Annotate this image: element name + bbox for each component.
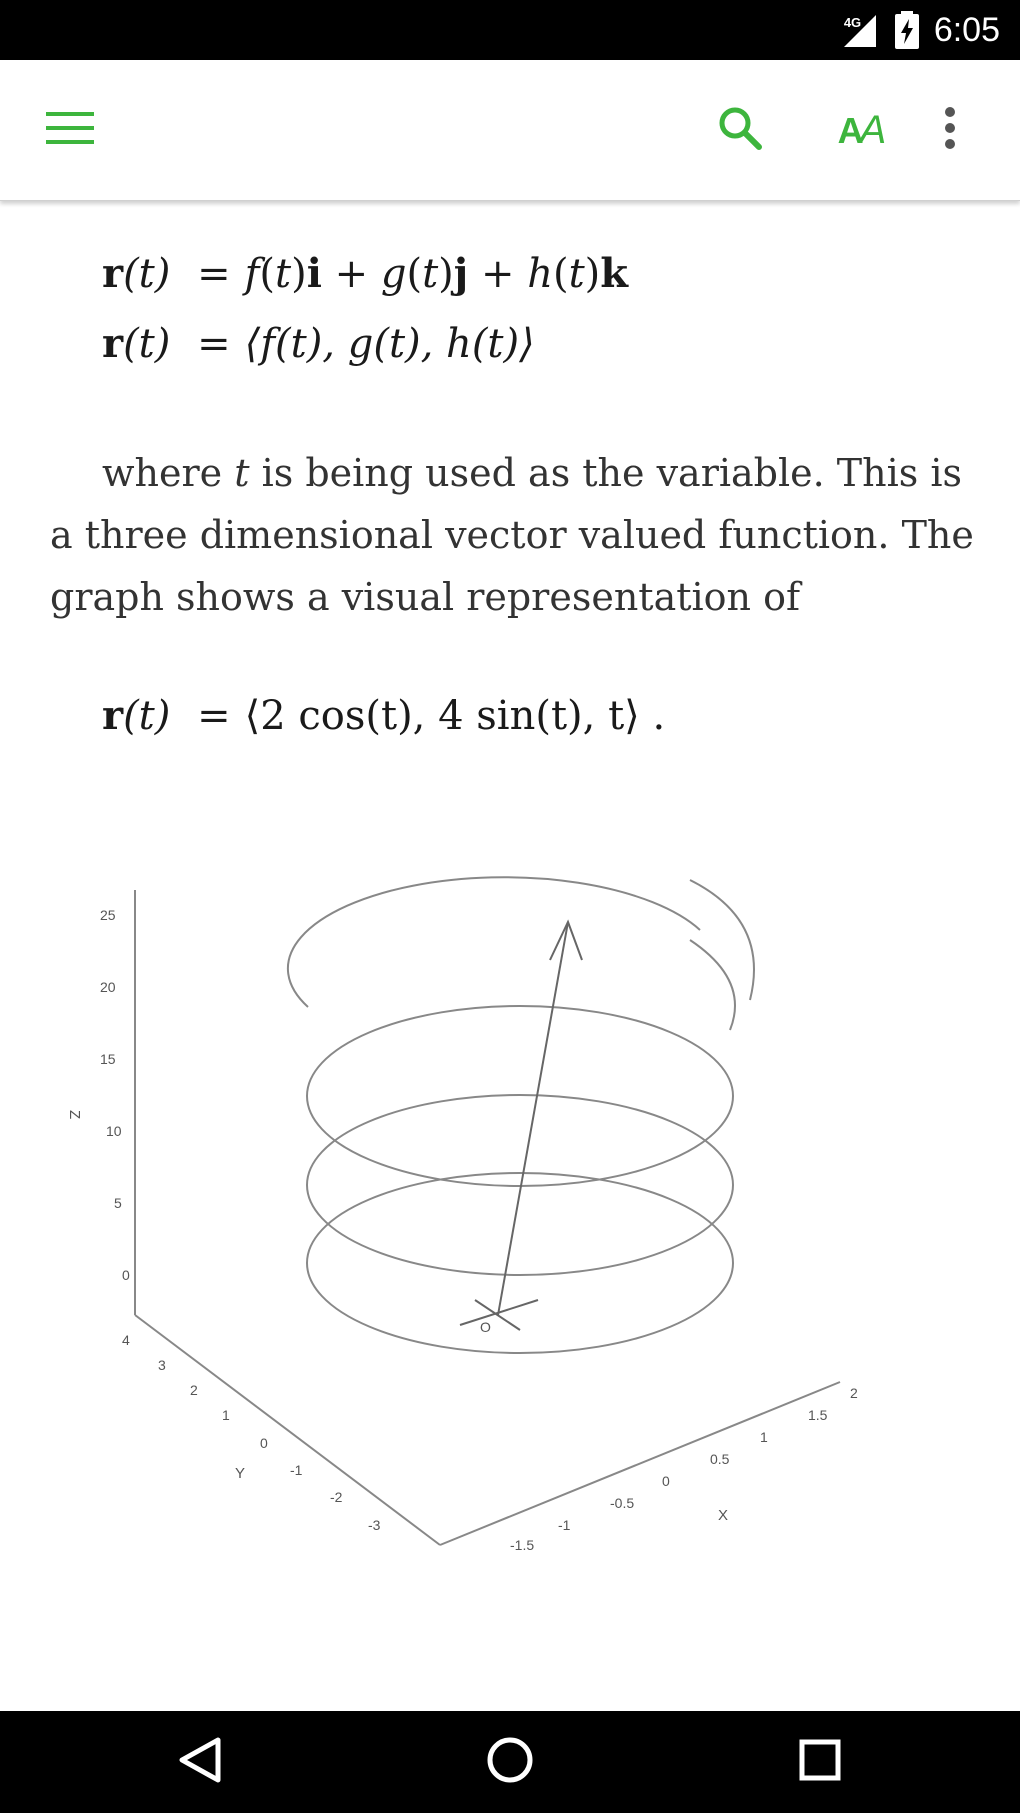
x-tick-labels [510, 1385, 858, 1553]
svg-text:1.5: 1.5 [808, 1407, 828, 1423]
status-icons [840, 0, 1000, 60]
svg-text:-3: -3 [368, 1517, 381, 1533]
z-tick-labels [100, 907, 130, 1283]
search-icon [717, 105, 763, 155]
z-tick: 5 [114, 1195, 122, 1211]
status-time: 6:05 [933, 10, 1000, 49]
x-axis [440, 1382, 840, 1545]
y-axis-label: Y [235, 1465, 246, 1482]
svg-text:0: 0 [260, 1435, 268, 1451]
svg-text:3: 3 [158, 1357, 166, 1373]
battery-charging-icon [894, 11, 920, 49]
arrow-head [550, 922, 582, 960]
svg-text:0: 0 [662, 1473, 670, 1489]
back-button[interactable] [130, 1711, 270, 1813]
recents-icon [798, 1738, 842, 1786]
z-axis-label: Z [66, 1110, 83, 1120]
app-bar [0, 60, 1020, 201]
svg-text:2: 2 [190, 1382, 198, 1398]
home-button[interactable] [440, 1711, 580, 1813]
z-tick: 20 [100, 979, 116, 995]
menu-icon [46, 110, 94, 150]
z-tick: 10 [106, 1123, 122, 1139]
signal-icon [840, 13, 880, 47]
svg-text:1: 1 [222, 1407, 230, 1423]
z-tick: 0 [122, 1267, 130, 1283]
svg-text:1: 1 [760, 1429, 768, 1445]
x-axis-label: X [718, 1507, 729, 1524]
more-vert-icon [944, 107, 956, 153]
vector-arrow [498, 922, 568, 1315]
y-tick-labels [122, 1332, 381, 1533]
origin-label: O [480, 1319, 491, 1335]
menu-button[interactable] [30, 60, 110, 200]
equation-vector-components: r(t) = f(t)i + g(t)j + h(t)k [102, 250, 628, 297]
helix-figure [50, 860, 930, 1580]
helix-loop [288, 877, 700, 1007]
font-size-button[interactable] [820, 60, 900, 200]
navigation-bar [0, 1711, 1020, 1813]
equation-rhs: f(t)i + g(t)j + h(t)k [244, 250, 628, 297]
svg-text:-0.5: -0.5 [610, 1495, 635, 1511]
svg-text:-1: -1 [290, 1462, 303, 1478]
search-button[interactable] [700, 60, 780, 200]
equation-vector-angle-brackets: r(t) = ⟨f(t), g(t), h(t)⟩ [102, 320, 535, 367]
svg-text:-2: -2 [330, 1489, 343, 1505]
helix-loop [307, 1173, 733, 1353]
body-paragraph: where t is being used as the variable. This is a three dimensional vector valued function. The graph shows a visual representation of [50, 451, 974, 619]
status-bar [0, 0, 1020, 60]
svg-text:4: 4 [122, 1332, 130, 1348]
svg-text:2: 2 [850, 1385, 858, 1401]
recents-button[interactable] [750, 1711, 890, 1813]
helix-curve [288, 877, 754, 1353]
z-tick: 15 [100, 1051, 116, 1067]
svg-text:-1: -1 [558, 1517, 571, 1533]
equation-helix: r(t) = ⟨2 cos(t), 4 sin(t), t⟩ . [102, 692, 666, 739]
svg-text:0.5: 0.5 [710, 1451, 730, 1467]
more-options-button[interactable] [920, 60, 980, 200]
y-axis [135, 1315, 440, 1545]
svg-text:-1.5: -1.5 [510, 1537, 535, 1553]
home-icon [486, 1736, 534, 1788]
back-icon [178, 1736, 222, 1788]
network-type-label: 4G [843, 15, 862, 30]
z-tick: 25 [100, 907, 116, 923]
font-size-icon: AA [837, 107, 883, 152]
